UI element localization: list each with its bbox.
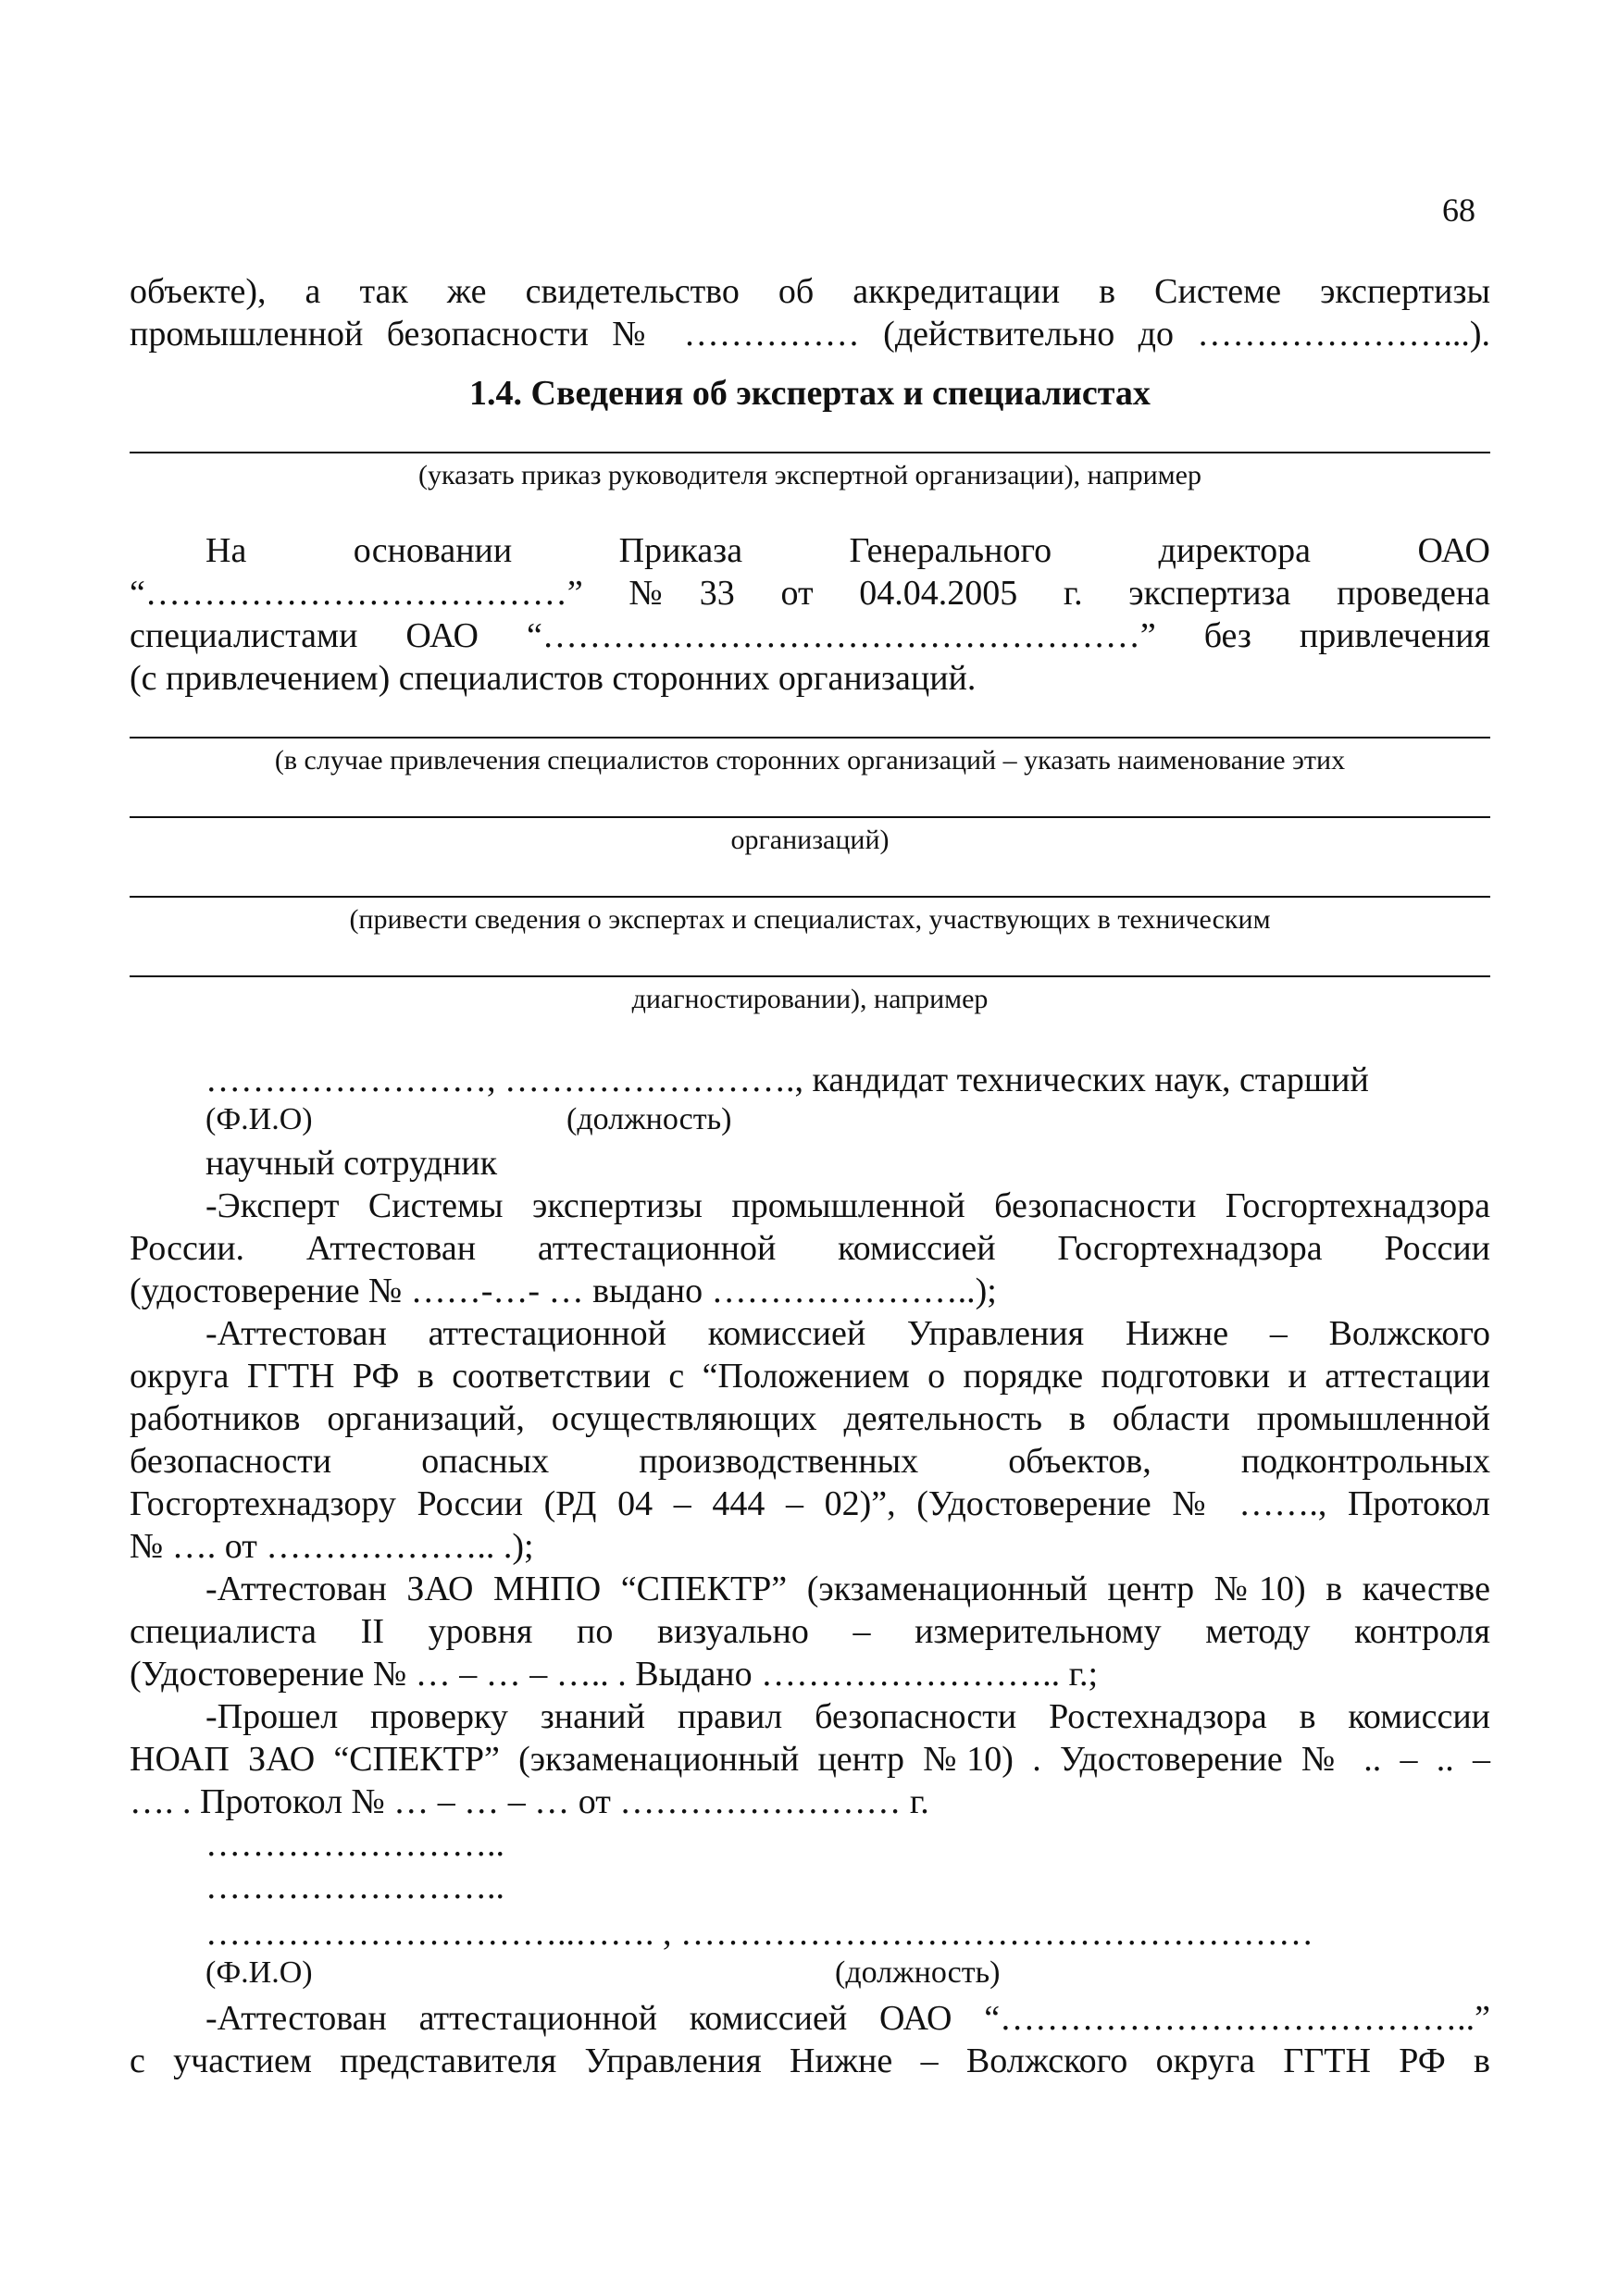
closing-paragraph: [130, 1997, 1490, 2082]
list-item-line: -Аттестован ЗАО МНПО “СПЕКТР” (экзаменационный центр №10) в качестве: [205, 1570, 1490, 1608]
fio-label: (Ф.И.О): [205, 1955, 313, 1990]
expert1-title: научный сотрудник: [205, 1144, 498, 1183]
list-item-line: округа ГГТН РФ в соответствии с “Положением о порядке подготовки и аттестации: [130, 1357, 1490, 1396]
position-label: (должность): [835, 1955, 1001, 1990]
intro-line: объекте), а так же свидетельство об аккредитации в Системе экспертизы: [130, 272, 1490, 311]
list-item-line: -Аттестован аттестационной комиссией Управления Нижне – Волжского: [205, 1314, 1490, 1353]
basis-line: На основании Приказа Генерального директора ОАО: [205, 531, 1490, 570]
intro-paragraph: [130, 270, 1490, 355]
fill-in-line: [130, 737, 1490, 738]
caption-experts: (привести сведения о экспертах и специалистах, участвующих в техническим: [349, 904, 1271, 935]
basis-paragraph: [130, 529, 1490, 700]
fill-in-line: [130, 896, 1490, 898]
placeholder-dots: ……………………..: [205, 1825, 504, 1864]
list-item-line: специалиста II уровня по визуально – измерительному методу контроля: [130, 1612, 1490, 1651]
placeholder-dots: ……………………..: [205, 1868, 504, 1906]
caption-diagnostics: диагностировании), например: [631, 984, 989, 1014]
closing-line: -Аттестован аттестационной комиссией ОАО “…………………………………..”: [205, 1999, 1490, 2038]
list-item-line: НОАП ЗАО “СПЕКТР” (экзаменационный центр №10) . Удостоверение № .. – .. –: [130, 1740, 1490, 1779]
fill-in-line: [130, 816, 1490, 818]
fill-in-line: [130, 975, 1490, 977]
basis-line: “………………………………” №33 от 04.04.2005 г. экспертиза проведена: [130, 574, 1490, 613]
list-item-line: -Прошел проверку знаний правил безопасности Ростехнадзора в комиссии: [205, 1697, 1490, 1736]
position-label: (должность): [566, 1102, 732, 1136]
list-item-line: (Удостоверение № … – … – ….. . Выдано …………………….. г.;: [130, 1655, 1099, 1694]
caption-third-party: (в случае привлечения специалистов сторонних организаций – указать наименование этих: [274, 745, 1346, 776]
list-item-line: (удостоверение № ……-…- … выдано …………………..);: [130, 1272, 997, 1310]
list-item-line: -Эксперт Системы экспертизы промышленной безопасности Госгортехнадзора: [205, 1186, 1490, 1225]
caption-order: (указать приказ руководителя экспертной организации), например: [418, 460, 1201, 490]
fill-in-line: [130, 452, 1490, 453]
qualifications-list: [130, 1185, 1490, 1823]
list-item-line: России. Аттестован аттестационной комиссией Госгортехнадзора России: [130, 1229, 1490, 1268]
list-item-line: Госгортехнадзору России (РД 04 – 444 – 02)”, (Удостоверение № ……., Протокол: [130, 1484, 1490, 1523]
closing-line: с участием представителя Управления Нижне – Волжского округа ГГТН РФ в: [130, 2042, 1490, 2080]
expert2-line: …………………………..……. , ………………………………………………: [205, 1914, 1313, 1953]
intro-line: промышленной безопасности № …………… (действительно до …………………...).: [130, 315, 1490, 354]
caption-organizations: организаций): [730, 825, 890, 855]
list-item-line: № …. от ……………….. .);: [130, 1527, 534, 1566]
fio-label: (Ф.И.О): [205, 1102, 313, 1136]
page-number: 68: [1442, 192, 1475, 229]
basis-line: специалистами ОАО “……………………………………………” без привлечения: [130, 616, 1490, 655]
section-title: 1.4. Сведения об экспертах и специалистах: [469, 374, 1151, 413]
list-item-line: безопасности опасных производственных объектов, подконтрольных: [130, 1442, 1490, 1481]
list-item-line: …. . Протокол № … – … – … от …………………… г.: [130, 1782, 929, 1821]
basis-line: (с привлечением) специалистов сторонних организаций.: [130, 659, 977, 698]
expert1-line: ……………………, ……………………., кандидат технических наук, старший: [205, 1061, 1369, 1099]
list-item-line: работников организаций, осуществляющих деятельность в области промышленной: [130, 1399, 1490, 1438]
